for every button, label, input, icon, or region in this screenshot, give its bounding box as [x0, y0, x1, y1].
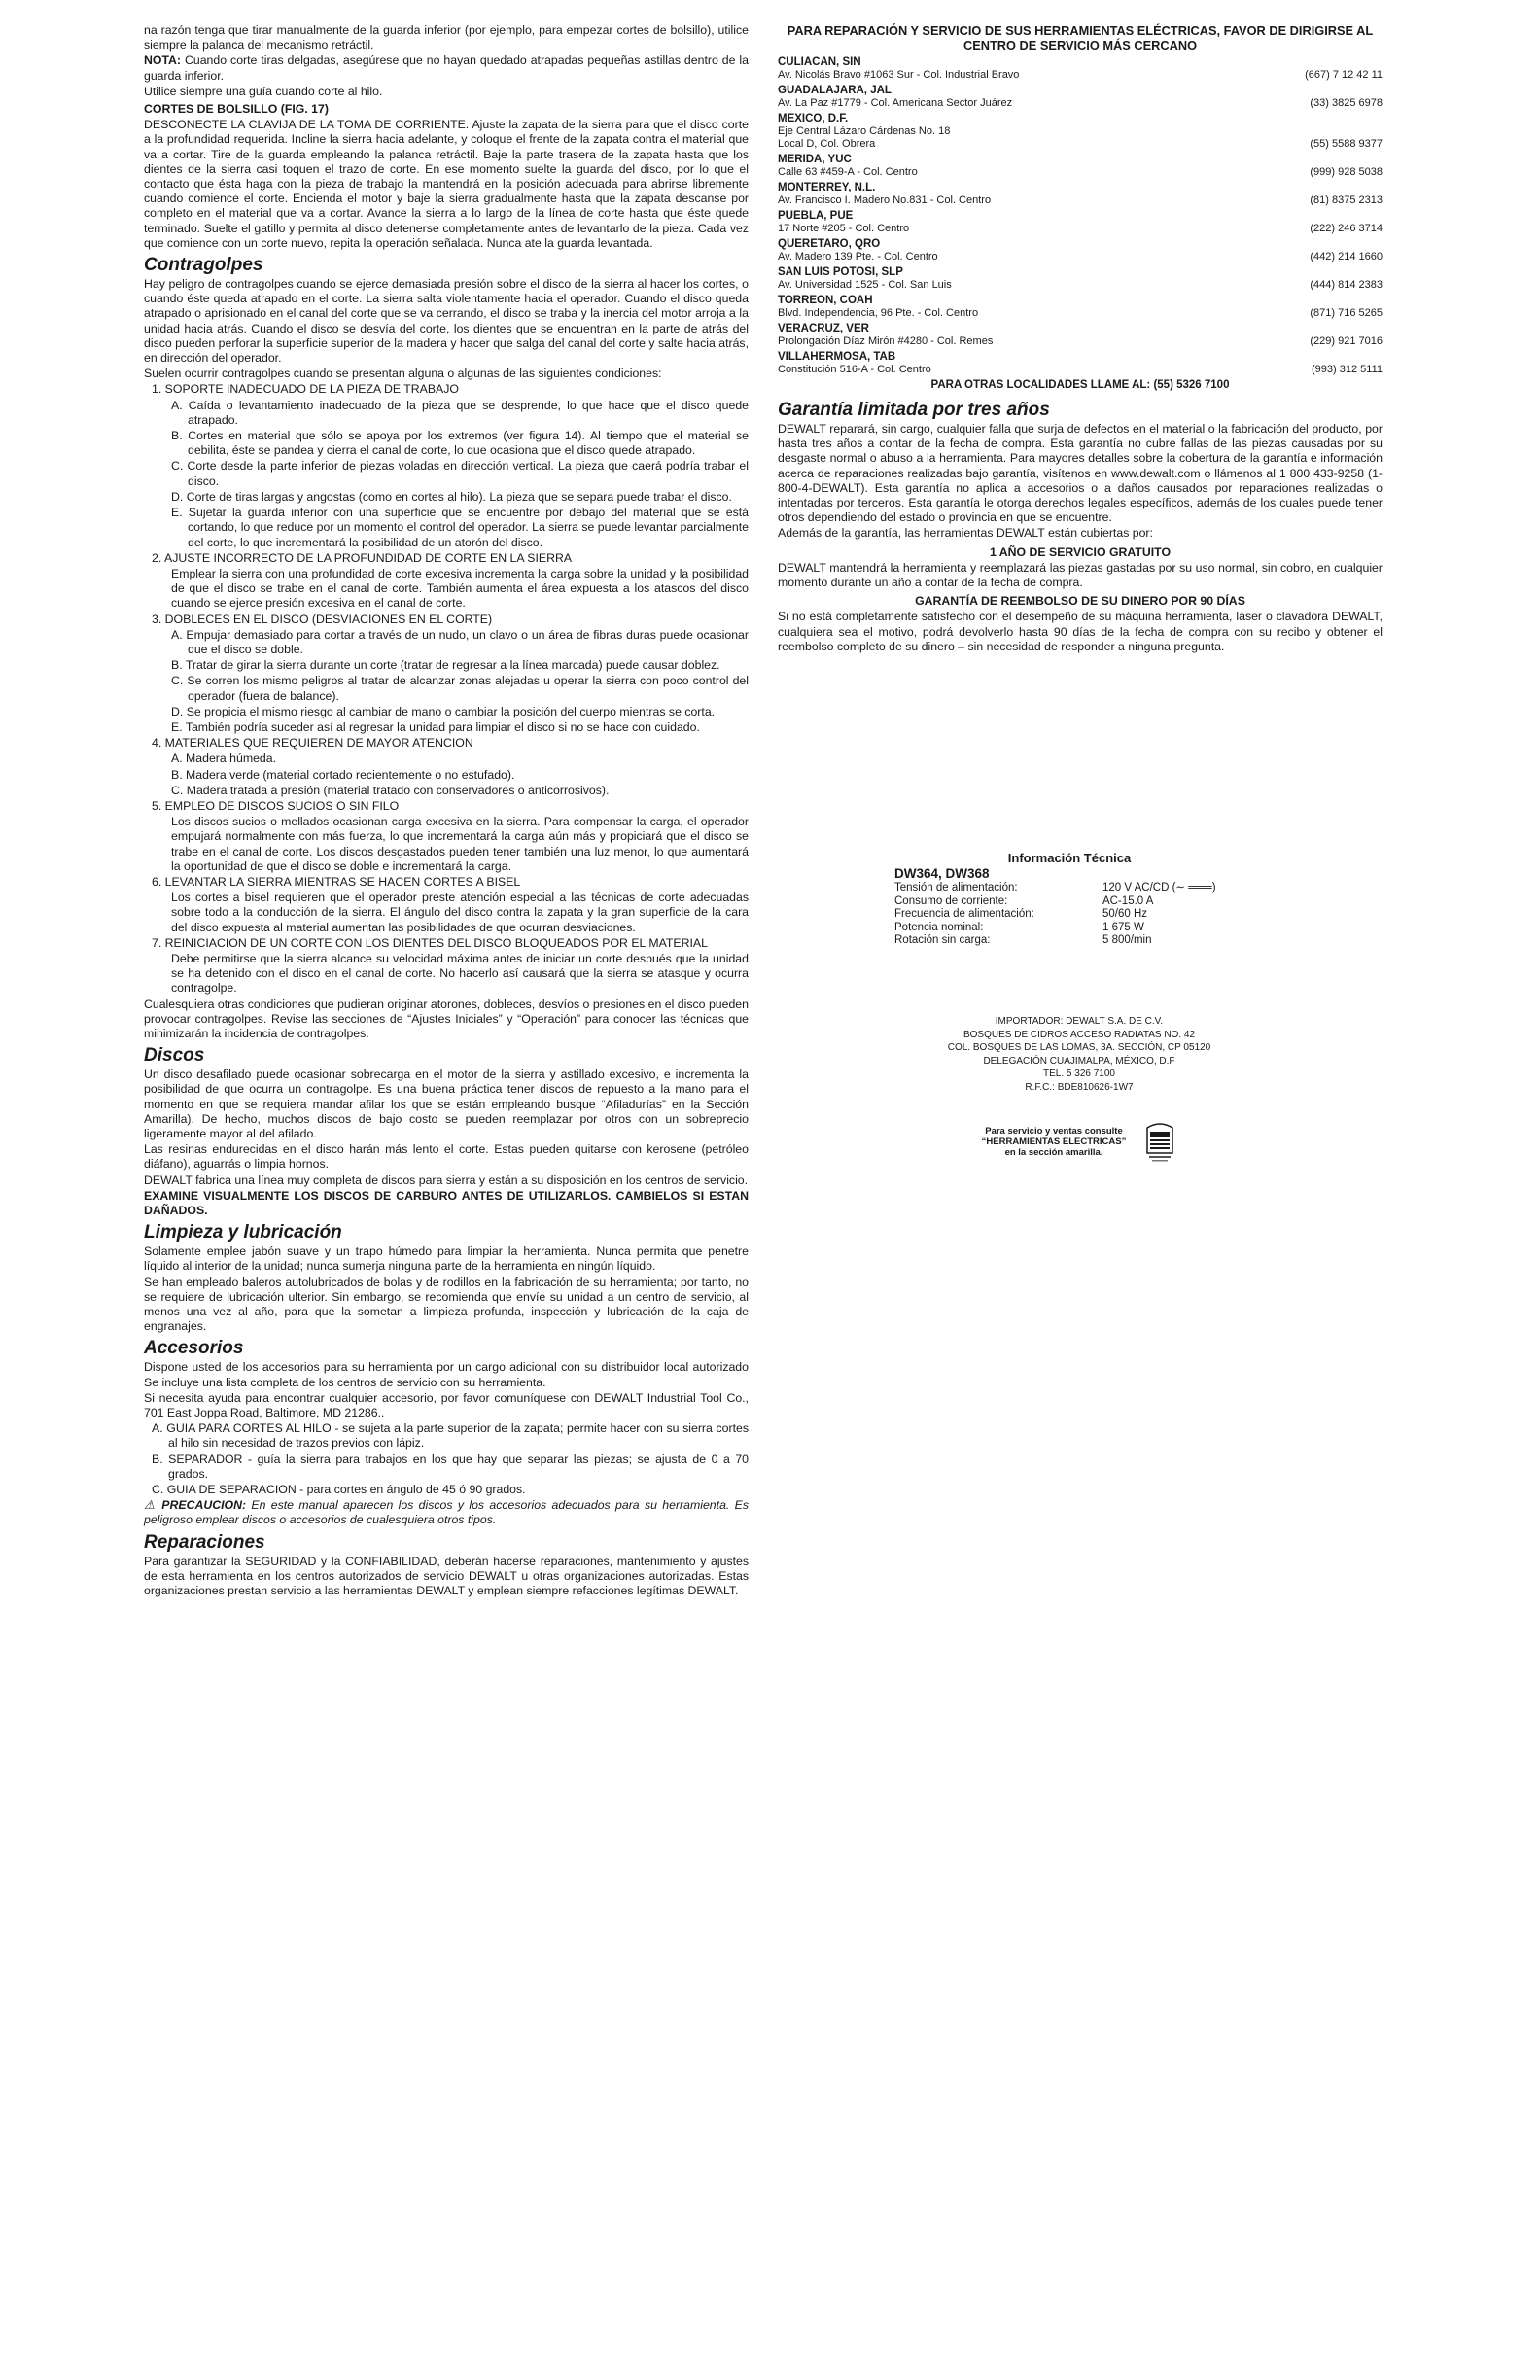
list-item-4: 4. MATERIALES QUE REQUIEREN DE MAYOR ATENCION	[152, 736, 473, 751]
service-location-address: Local D, Col. Obrera	[778, 138, 876, 150]
service-location-line	[778, 69, 1382, 82]
service-location-line	[778, 97, 1382, 110]
section-title-accesorios: Accesorios	[144, 1338, 244, 1359]
technical-info-value: 50/60 Hz	[1102, 908, 1148, 920]
service-location	[778, 351, 1382, 376]
left-column	[144, 23, 749, 1599]
service-centers-footer: PARA OTRAS LOCALIDADES LLAME AL: (55) 5326 7100	[930, 379, 1230, 391]
service-location-address: 17 Norte #205 - Col. Centro	[778, 223, 910, 234]
nota-paragraph	[144, 53, 749, 83]
service-location-phone: (667) 7 12 42 11	[1305, 69, 1382, 81]
accesorio-c: C. GUIA DE SEPARACION - para cortes en ángulo de 45 ó 90 grados.	[152, 1483, 526, 1497]
list-item-4b: B. Madera verde (material cortado recientemente o no estufado).	[171, 767, 515, 782]
service-location-line	[778, 166, 1382, 179]
service-location-name: MERIDA, YUC	[778, 154, 852, 165]
heading-reembolso: GARANTÍA DE REEMBOLSO DE SU DINERO POR 90 DÍAS	[915, 594, 1245, 609]
service-location-name: MEXICO, D.F.	[778, 113, 849, 124]
technical-info-table	[894, 882, 1244, 948]
service-location-phone: (444) 814 2383	[1310, 279, 1382, 291]
importer-line: IMPORTADOR: DEWALT S.A. DE C.V.	[995, 1016, 1164, 1027]
service-location-address: Av. Nicolás Bravo #1063 Sur - Col. Industrial Bravo	[778, 69, 1020, 81]
reembolso-paragraph: Si no está completamente satisfecho con el desempeño de su máquina herramienta, láser o clavadora DEWALT, cualquiera sea el motivo, podrá devolverlo hasta 90 días de la fecha de compra con su recibo y obtener el reembolso completo de su dinero – sin necesidad de responder a ninguna pregunta.	[778, 610, 1382, 653]
technical-info-model: DW364, DW368	[894, 865, 990, 881]
intro-paragraph: na razón tenga que tirar manualmente de la guarda inferior (por ejemplo, para empezar cortes de bolsillo), utilice siempre la palanca del mecanismo retráctil.	[144, 23, 749, 52]
importer-line: BOSQUES DE CIDROS ACCESO RADIATAS NO. 42	[962, 1029, 1196, 1040]
service-location-address: Constitución 516-A - Col. Centro	[778, 364, 931, 375]
service-location-phone: (81) 8375 2313	[1310, 194, 1382, 206]
list-item-2: 2. AJUSTE INCORRECTO DE LA PROFUNDIDAD DE CORTE EN LA SIERRA	[152, 550, 573, 565]
discos-paragraph-2: Las resinas endurecidas en el disco harán más lento el corte. Estas pueden quitarse con kerosene (petróleo diáfano), aguarrás o limpia hornos.	[144, 1142, 749, 1172]
service-location-line	[778, 251, 1382, 263]
list-item-6-body: Los cortes a bisel requieren que el operador preste atención especial a las técnicas de corte adecuadas sobre todo a la conducción de la sierra. El ángulo del disco contra la zapata y la gran superficie de la cara del disco expuesta al material aumentan las posibilidades de que ocurran desviaciones.	[171, 891, 749, 934]
service-location-name: MONTERREY, N.L.	[778, 182, 876, 193]
yellow-pages-text	[976, 1126, 1132, 1158]
service-location	[778, 182, 1382, 207]
service-location-name: VILLAHERMOSA, TAB	[778, 351, 896, 363]
service-location-name: SAN LUIS POTOSI, SLP	[778, 266, 903, 278]
list-item-3a: A. Empujar demasiado para cortar a través de un nudo, un clavo o un área de fibras duras puede ocasionar que el disco se doble.	[171, 627, 749, 656]
technical-info-value: AC-15.0 A	[1102, 894, 1154, 907]
accesorio-b: B. SEPARADOR - guía la sierra para trabajos en los que hay que separar las piezas; se ajusta de 0 a 70 grados.	[152, 1452, 749, 1481]
list-item-3e: E. También podría suceder así al regresar la unidad para limpiar el disco si no se hace con cuidado.	[171, 719, 700, 734]
service-location	[778, 323, 1382, 348]
list-item-5-body: Los discos sucios o mellados ocasionan carga excesiva en la sierra. Para compensar la carga, el operador empujará normalmente con más fuerza, lo que incrementará la carga aún más y propiciará que el disco se trabe en el canal de corte. Los discos desgastados pueden tener también una luz menor, lo que aumentará la oportunidad de que el disco se doble e incrementará la carga.	[171, 815, 749, 873]
service-location-phone: (999) 928 5038	[1310, 166, 1382, 178]
list-item-1: 1. SOPORTE INADECUADO DE LA PIEZA DE TRABAJO	[152, 382, 459, 397]
service-location-phone: (33) 3825 6978	[1310, 97, 1382, 109]
heading-servicio-gratuito: 1 AÑO DE SERVICIO GRATUITO	[989, 544, 1172, 559]
technical-info-row	[894, 895, 1244, 909]
section-title-contragolpes: Contragolpes	[144, 255, 263, 276]
caution-label: PRECAUCION:	[161, 1498, 247, 1513]
section-title-discos: Discos	[144, 1045, 205, 1067]
importer-line: DELEGACIÓN CUAJIMALPA, MÉXICO, D.F	[983, 1055, 1175, 1067]
service-location	[778, 210, 1382, 235]
technical-info-row	[894, 934, 1244, 948]
accesorios-paragraph-1: Dispone usted de los accesorios para su herramienta por un cargo adicional con su distribuidor local autorizado Se incluye una lista completa de los centros de servicio con su herramienta.	[144, 1360, 749, 1389]
guia-paragraph: Utilice siempre una guía cuando corte al hilo.	[144, 84, 383, 98]
service-location-address: Blvd. Independencia, 96 Pte. - Col. Centro	[778, 307, 979, 319]
right-column	[778, 23, 1382, 655]
seccion-amarilla-logo-icon	[1143, 1120, 1176, 1163]
service-locations-list	[778, 56, 1382, 376]
garantia-paragraph-1: DEWALT reparará, sin cargo, cualquier falla que surja de defectos en el material o la fabricación del producto, por hasta tres años a contar de la fecha de compra. Esta garantía no cubre fallas de las piezas causadas por su desgaste normal o abuso a la herramienta. Para mayores detalles sobre la cobertura de la garantía e información acerca de reparaciones realizadas bajo garantía, visítenos en www.dewalt.com o llámenos al 1 800 433-9258 (1-800-4-DEWALT). Esta garantía no aplica a accesorios o a daños causados por reparaciones realizadas o intentadas por terceros. Esta garantía le otorga derechos legales específicos, además de los cuales puede tener otros dependiendo del estado o provincia en que se encuentre.	[778, 422, 1382, 525]
promo-line: Para servicio y ventas consulte	[985, 1125, 1123, 1137]
nota-text: Cuando corte tiras delgadas, asegúrese que no hayan quedado atrapadas pequeñas astillas dentro de la guarda inferior.	[144, 53, 749, 83]
service-location-line	[778, 335, 1382, 348]
promo-line: “HERRAMIENTAS ELECTRICAS”	[981, 1136, 1127, 1147]
heading-cortes-bolsillo: CORTES DE BOLSILLO (FIG. 17)	[144, 102, 329, 117]
service-location-line	[778, 279, 1382, 292]
list-item-3: 3. DOBLECES EN EL DISCO (DESVIACIONES EN EL CORTE)	[152, 612, 493, 626]
list-item-7-body: Debe permitirse que la sierra alcance su velocidad máxima antes de iniciar un corte después que la unidad se ha detenido con el disco en el canal de corte. No hacerlo así causará que la sierra se atasque y ocurra contragolpe.	[171, 951, 749, 996]
discos-paragraph-3: DEWALT fabrica una línea muy completa de discos para sierra y están a su disposición en los centros de servicio.	[144, 1172, 749, 1187]
service-location-address: Av. Universidad 1525 - Col. San Luis	[778, 279, 952, 291]
technical-info-label: Rotación sin carga:	[894, 934, 991, 946]
service-location-phone: (222) 246 3714	[1310, 223, 1382, 234]
yellow-pages-promo	[976, 1120, 1190, 1163]
service-location-name: PUEBLA, PUE	[778, 210, 854, 222]
technical-info-row	[894, 908, 1244, 922]
service-location-address: Av. Madero 139 Pte. - Col. Centro	[778, 251, 938, 262]
list-item-1d: D. Corte de tiras largas y angostas (como en cortes al hilo). La pieza que se separa puede trabar el disco.	[171, 489, 732, 504]
service-location-name: VERACRUZ, VER	[778, 323, 869, 334]
technical-info-value: 1 675 W	[1102, 921, 1144, 933]
bolsillo-paragraph: DESCONECTE LA CLAVIJA DE LA TOMA DE CORRIENTE. Ajuste la zapata de la sierra para que el disco corte a la profundidad requerida. Incline la sierra hacia adelante, y coloque el frente de la zapata contra el material que va a cortar. Tire de la guarda empleando la palanca retráctil. Baje la parte trasera de la zapata hasta que los dientes de la sierra casi toquen el trazo de corte. En ese momento suelte la guarda del disco, por lo que el contacto que ésta haga con la pieza de trabajo la mantendrá en la posición adecuada para abrirse libremente cuando comience el corte. Encienda el motor y baje la sierra gradualmente hasta que la zapata descanse por completo en el material que va a cortar. Avance la sierra a lo largo de la línea de corte hasta que éste quede terminado. Suelte el gatillo y permita al disco detenerse completamente antes de levantarlo de la pieza. Cada vez que comience con un corte nuevo, repita la operación señalada. Nunca ate la guarda levantada.	[144, 118, 749, 250]
service-location-phone: (229) 921 7016	[1310, 335, 1382, 347]
technical-info-label: Consumo de corriente:	[894, 894, 1008, 907]
service-location-name: GUADALAJARA, JAL	[778, 85, 892, 96]
list-item-1e: E. Sujetar la guarda inferior con una superficie que se encuentre por debajo del material que se está cortando, lo que reduce por un momento el control del operador. La sierra se puede levantar parcialmente del corte, lo que incrementará la posibilidad de un atorón del disco.	[171, 506, 749, 549]
caution-paragraph	[144, 1498, 749, 1527]
list-item-3d: D. Se propicia el mismo riesgo al cambiar de mano o cambiar la posición del cuerpo mientras se corta.	[171, 704, 716, 718]
garantia-paragraph-2: Además de la garantía, las herramientas DEWALT están cubiertas por:	[778, 526, 1153, 541]
service-location-line	[778, 125, 1382, 138]
contragolpes-paragraph-3: Cualesquiera otras condiciones que pudieran originar atorones, dobleces, desvíos o presiones en el disco pueden provocar contragolpes. Revise las secciones de “Ajustes Iniciales” y “Operación” para conocer las técnicas que minimizarán la incidencia de contragolpes.	[144, 997, 749, 1040]
list-item-1c: C. Corte desde la parte inferior de piezas voladas en dirección vertical. La pieza que caerá podría trabar el disco.	[171, 459, 749, 488]
technical-info-label: Tensión de alimentación:	[894, 882, 1018, 893]
limpieza-paragraph-1: Solamente emplee jabón suave y un trapo húmedo para limpiar la herramienta. Nunca permita que penetre líquido al interior de la unidad; nunca sumerja ninguna parte de la herramienta en ningún líquido.	[144, 1244, 749, 1274]
caution-text: En este manual aparecen los discos y los accesorios adecuados para su herramienta. Es peligroso emplear discos o accesorios de cualesquiera otros tipos.	[144, 1498, 750, 1527]
service-location-name: TORREON, COAH	[778, 295, 873, 306]
service-location-address: Av. Francisco I. Madero No.831 - Col. Centro	[778, 194, 992, 206]
list-item-5: 5. EMPLEO DE DISCOS SUCIOS O SIN FILO	[152, 798, 400, 813]
reparaciones-paragraph: Para garantizar la SEGURIDAD y la CONFIABILIDAD, deberán hacerse reparaciones, mantenimiento y ajustes de esta herramienta en los centros autorizados de servicio DEWALT u otras organizaciones autorizadas. Estas organizaciones prestan servicio a las herramientas DEWALT y emplean siempre refacciones legítimas DEWALT.	[144, 1554, 749, 1598]
list-item-1b: B. Cortes en material que sólo se apoya por los extremos (ver figura 14). Al tiempo que el material se debilita, éste se pandea y cierra el canal de corte, lo que ocasiona que el disco quede atrapado.	[171, 429, 749, 458]
importer-block	[875, 1015, 1283, 1094]
service-location-line	[778, 223, 1382, 235]
list-item-1a: A. Caída o levantamiento inadecuado de la pieza que se desprende, lo que hace que el disco quede atrapado.	[171, 398, 749, 427]
service-location-line	[778, 194, 1382, 207]
service-location-phone: (55) 5588 9377	[1310, 138, 1382, 150]
technical-info-row	[894, 882, 1244, 895]
importer-line: COL. BOSQUES DE LAS LOMAS, 3A. SECCIÓN, CP 05120	[947, 1042, 1211, 1053]
service-centers-header: PARA REPARACIÓN Y SERVICIO DE SUS HERRAMIENTAS ELÉCTRICAS, FAVOR DE DIRIGIRSE AL CENTRO DE SERVICIO MÁS CERCANO	[787, 23, 1374, 52]
service-location	[778, 154, 1382, 179]
warning-triangle-icon: ⚠	[144, 1498, 157, 1513]
service-location-phone: (442) 214 1660	[1310, 251, 1382, 262]
importer-line: TEL. 5 326 7100	[1043, 1068, 1115, 1079]
service-location-address: Av. La Paz #1779 - Col. Americana Sector Juárez	[778, 97, 1013, 109]
servicio-paragraph: DEWALT mantendrá la herramienta y reemplazará las piezas gastadas por su uso normal, sin cobro, en cualquier momento durante un año a contar de la fecha de compra.	[778, 560, 1382, 590]
service-location-line	[778, 364, 1382, 376]
service-location	[778, 56, 1382, 82]
technical-info-title: Información Técnica	[1007, 851, 1132, 865]
technical-info-row	[894, 922, 1244, 935]
discos-paragraph-1: Un disco desafilado puede ocasionar sobrecarga en el motor de la sierra y astillado excesivo, e incrementa la posibilidad de que ocurra un contragolpe. Es una buena práctica tener discos de repuesto a la mano para el momento en que se requiera mandar afilar los que se están empleando busque “Afiladurías” en la Sección Amarilla). De hecho, muchos discos de bajo costo se pueden reemplazar por otros con un sobreprecio ligeramente mayor al del afilado.	[144, 1068, 749, 1141]
contragolpes-paragraph-1: Hay peligro de contragolpes cuando se ejerce demasiada presión sobre el disco de la sierra al hacer los cortes, o cuando éste queda atrapado en el corte. La sierra salta violentamente hacia el operador. Cuando el disco queda atrapado o aprisionado en el canal del corte que se va cerrando, el disco se traba y la inercia del motor arroja a la unidad hacia atrás. Cuando el disco se desvía del corte, los dientes que se encuentran en la parte de atrás del disco pueden perforar la superficie superior de la madera y hacer que salga del canal del corte y salte hacia atrás, en dirección del operador.	[144, 277, 749, 366]
technical-info-label: Frecuencia de alimentación:	[894, 908, 1034, 920]
discos-warning: EXAMINE VISUALMENTE LOS DISCOS DE CARBURO ANTES DE UTILIZARLOS. CAMBIELOS SI ESTAN DAÑADOS.	[144, 1188, 749, 1218]
list-item-3b: B. Tratar de girar la sierra durante un corte (tratar de regresar a la línea marcada) puede causar doblez.	[171, 658, 720, 673]
limpieza-paragraph-2: Se han empleado baleros autolubricados de bolas y de rodillos en la fabricación de su herramienta; por tanto, no se requiere de lubricación ulterior. Sin embargo, se recomienda que envíe su unidad a un centro de servicio, al menos una vez al año, para que la sometan a limpieza profunda, inspección y lubricación de la caja de engranajes.	[144, 1275, 749, 1334]
service-location-address: Eje Central Lázaro Cárdenas No. 18	[778, 125, 951, 137]
service-location	[778, 113, 1382, 151]
list-item-7: 7. REINICIACION DE UN CORTE CON LOS DIENTES DEL DISCO BLOQUEADOS POR EL MATERIAL	[152, 935, 708, 950]
service-location	[778, 295, 1382, 320]
list-item-3c: C. Se corren los mismo peligros al tratar de alcanzar zonas alejadas u operar la sierra con poco control del operador (fuera de balance).	[171, 674, 749, 703]
nota-label: NOTA:	[144, 53, 182, 68]
service-location-address: Calle 63 #459-A - Col. Centro	[778, 166, 918, 178]
technical-info-value: 5 800/min	[1102, 934, 1152, 946]
service-location	[778, 266, 1382, 292]
accesorio-a: A. GUIA PARA CORTES AL HILO - se sujeta a la parte superior de la zapata; permite hacer con su sierra cortes al hilo sin necesidad de trazos previos con lápiz.	[152, 1421, 749, 1451]
accesorios-paragraph-2: Si necesita ayuda para encontrar cualquier accesorio, por favor comuníquese con DEWALT Industrial Tool Co., 701 East Joppa Road, Baltimore, MD 21286..	[144, 1390, 749, 1420]
service-location-name: QUERETARO, QRO	[778, 238, 881, 250]
service-location-name: CULIACAN, SIN	[778, 56, 861, 68]
section-title-garantia: Garantía limitada por tres años	[778, 400, 1050, 420]
importer-line: R.F.C.: BDE810626-1W7	[1025, 1081, 1134, 1093]
service-location-phone: (993) 312 5111	[1312, 364, 1382, 375]
list-item-6: 6. LEVANTAR LA SIERRA MIENTRAS SE HACEN CORTES A BISEL	[152, 874, 521, 889]
section-title-reparaciones: Reparaciones	[144, 1531, 265, 1553]
list-item-4a: A. Madera húmeda.	[171, 752, 277, 766]
technical-info-label: Potencia nominal:	[894, 921, 984, 933]
service-location-line	[778, 307, 1382, 320]
technical-info-value: 120 V AC/CD (∼ ═══)	[1102, 882, 1216, 893]
service-location	[778, 85, 1382, 110]
list-item-2-body: Emplear la sierra con una profundidad de corte excesiva incrementa la carga sobre la unidad y la posibilidad de que el disco se trabe en el canal de corte. También aumenta el área expuesta a los atascos del disco cuando se ejerce presión excesiva en el canal de corte.	[171, 566, 749, 611]
contragolpes-paragraph-2: Suelen ocurrir contragolpes cuando se presentan alguna o algunas de las siguientes condiciones:	[144, 367, 662, 381]
service-location	[778, 238, 1382, 263]
promo-line: en la sección amarilla.	[1004, 1146, 1103, 1158]
section-title-limpieza: Limpieza y lubricación	[144, 1222, 342, 1243]
service-location-address: Prolongación Díaz Mirón #4280 - Col. Remes	[778, 335, 994, 347]
technical-info	[894, 852, 1244, 948]
service-location-phone: (871) 716 5265	[1310, 307, 1382, 319]
service-location-line	[778, 138, 1382, 151]
list-item-4c: C. Madera tratada a presión (material tratado con conservadores o anticorrosivos).	[171, 783, 610, 797]
